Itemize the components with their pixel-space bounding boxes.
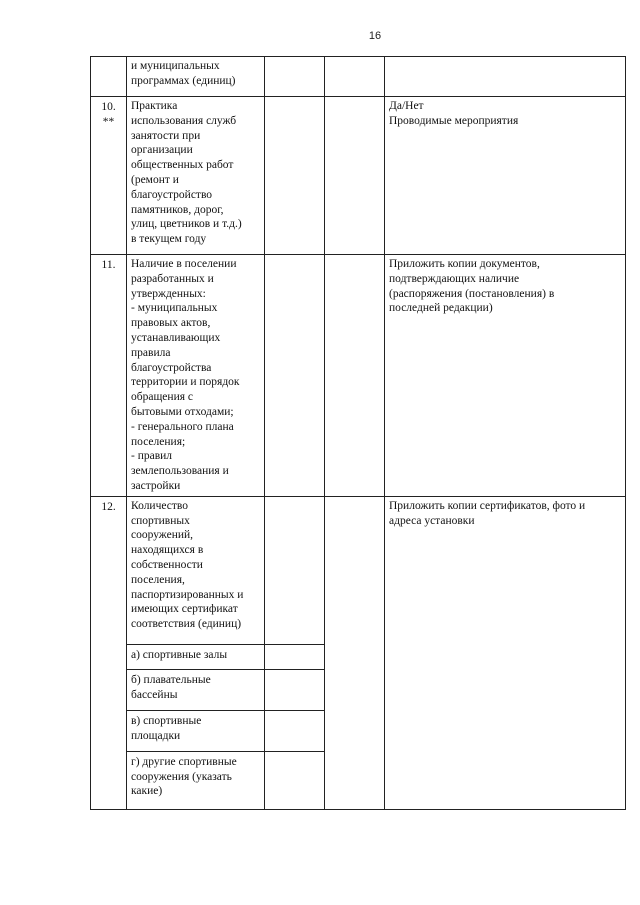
note-cell: Приложить копии документов, подтверждающих наличие (распоряжения (постановления) в последней редакции) — [385, 255, 626, 497]
sub-indicator-name: а) спортивные залы — [127, 644, 265, 669]
value-cell — [325, 496, 385, 809]
row-number: 12. — [91, 496, 127, 809]
value-cell — [325, 255, 385, 497]
value-cell — [265, 644, 325, 669]
value-cell — [265, 710, 325, 751]
indicator-name: и муниципальных программах (единиц) — [127, 57, 265, 97]
table-row — [91, 255, 626, 497]
value-cell — [325, 57, 385, 97]
sub-indicator-name: б) плавательные бассейны — [127, 669, 265, 710]
value-cell — [265, 255, 325, 497]
value-cell — [265, 57, 325, 97]
note-cell: Да/Нет Проводимые мероприятия — [385, 97, 626, 255]
page-number: 16 — [368, 30, 382, 42]
table-row — [91, 97, 626, 255]
row-number: 11. — [91, 255, 127, 497]
note-cell — [385, 57, 626, 97]
indicator-name: Практика использования служб занятости при организации общественных работ (ремонт и благоустройство памятников, дорог, улиц, цветников и т.д.) в текущем году — [127, 97, 265, 255]
indicator-name: Количество спортивных сооружений, находящихся в собственности поселения, паспортизированных и имеющих сертификат соответствия (единиц) — [127, 496, 265, 644]
indicator-name: Наличие в поселении разработанных и утвержденных: - муниципальных правовых актов, устанавливающих правила благоустройства территории и порядок обращения с бытовыми отходами; - генерального плана поселения; - правил землепользования и застройки — [127, 255, 265, 497]
value-cell — [265, 97, 325, 255]
value-cell — [265, 669, 325, 710]
value-cell — [265, 496, 325, 644]
row-number — [91, 57, 127, 97]
value-cell — [325, 97, 385, 255]
value-cell — [265, 751, 325, 809]
criteria-table — [90, 56, 626, 810]
table-row — [91, 57, 626, 97]
table-row — [91, 496, 626, 644]
sub-indicator-name: в) спортивные площадки — [127, 710, 265, 751]
note-cell: Приложить копии сертификатов, фото и адреса установки — [385, 496, 626, 809]
sub-indicator-name: г) другие спортивные сооружения (указать какие) — [127, 751, 265, 809]
row-number: 10. ** — [91, 97, 127, 255]
